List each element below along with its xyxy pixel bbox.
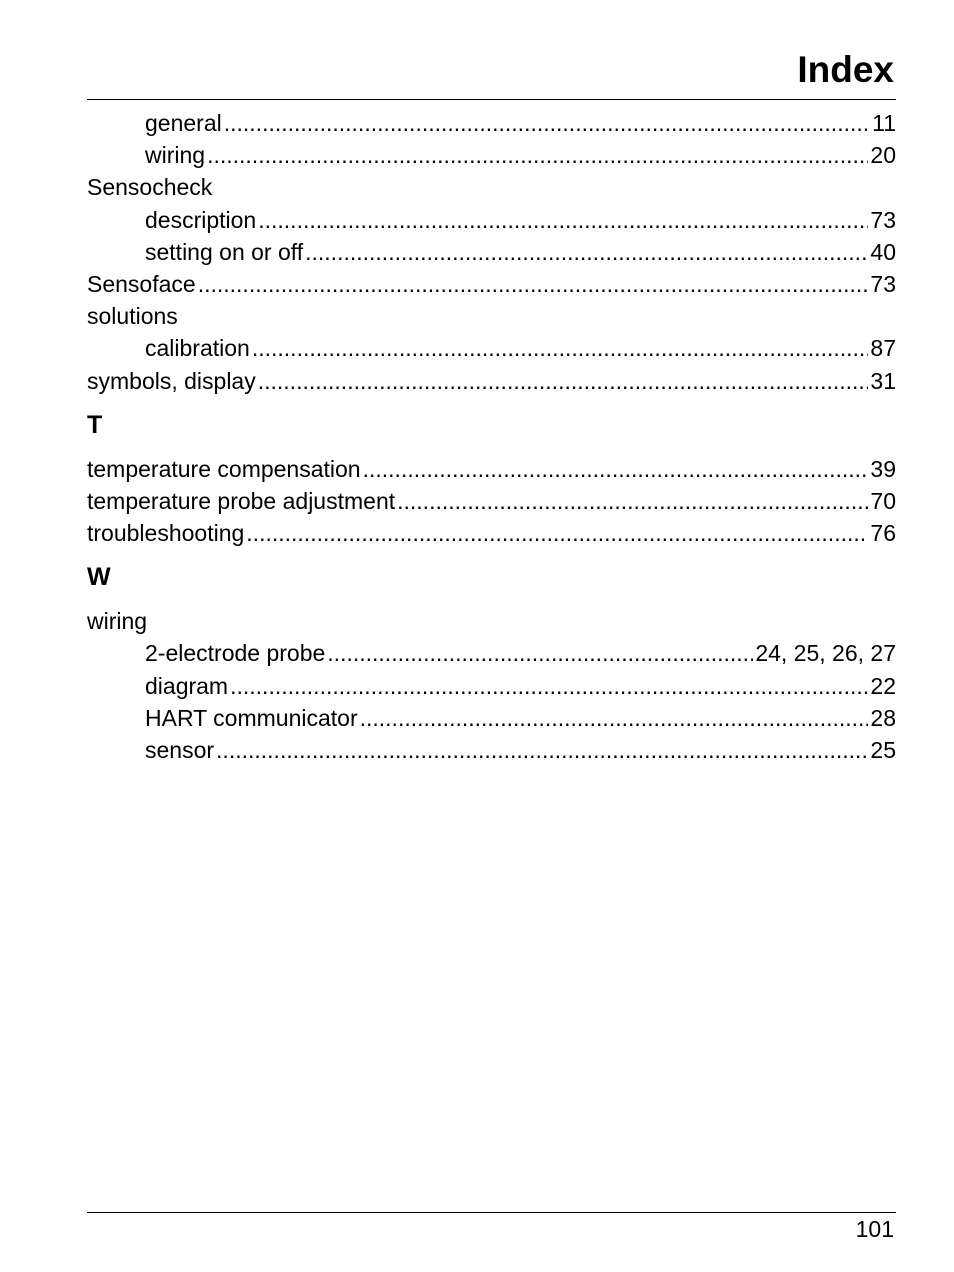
dot-leader <box>216 734 868 766</box>
dot-leader <box>224 107 870 139</box>
index-subentry <box>87 236 896 268</box>
index-page-ref: 87 <box>870 335 896 362</box>
index-subentry <box>87 139 896 171</box>
index-list <box>87 107 896 766</box>
dot-leader <box>397 485 868 517</box>
index-term: temperature probe adjustment <box>87 487 396 514</box>
index-entry <box>87 268 896 300</box>
index-entry <box>87 453 896 485</box>
dot-leader <box>258 365 869 397</box>
index-page-ref: 76 <box>870 520 896 547</box>
index-page-ref: 20 <box>870 142 896 169</box>
page-number: 101 <box>855 1216 894 1242</box>
index-term: temperature compensation <box>87 455 361 482</box>
index-term: general <box>145 110 222 136</box>
index-term: wiring <box>87 608 148 635</box>
index-page-ref: 31 <box>870 367 896 394</box>
header-divider <box>87 99 896 100</box>
index-subentry <box>87 107 896 139</box>
index-page-ref: 39 <box>870 455 896 482</box>
index-subentry <box>87 637 896 669</box>
index-term: symbols, display <box>87 367 256 394</box>
dot-leader <box>305 236 868 268</box>
footer-divider <box>87 1212 896 1213</box>
page-title: Index <box>797 49 894 90</box>
index-term: HART communicator <box>145 704 358 731</box>
index-entry <box>87 171 896 203</box>
index-subentry <box>87 734 896 766</box>
index-entry <box>87 365 896 397</box>
index-term: 2-electrode probe <box>145 640 326 667</box>
index-term: calibration <box>145 335 250 362</box>
index-page-ref: 25 <box>870 737 896 763</box>
index-term: troubleshooting <box>87 520 245 547</box>
dot-leader <box>327 637 753 669</box>
dot-leader <box>363 453 869 485</box>
index-letter-heading: T <box>87 410 103 439</box>
dot-leader <box>252 332 869 364</box>
index-entry <box>87 605 896 637</box>
index-entry <box>87 485 896 517</box>
index-subentry <box>87 204 896 236</box>
index-page-ref: 70 <box>870 487 896 514</box>
index-term: sensor <box>145 737 215 763</box>
index-page-ref: 73 <box>870 206 896 233</box>
index-page-ref: 11 <box>872 110 896 136</box>
index-page-ref: 24, 25, 26, 27 <box>755 640 896 667</box>
dot-leader <box>230 670 868 702</box>
index-term: Sensocheck <box>87 174 213 201</box>
dot-leader <box>207 139 868 171</box>
index-letter-heading: W <box>87 563 111 592</box>
index-term: Sensoface <box>87 270 196 297</box>
index-subentry <box>87 670 896 702</box>
index-term: setting on or off <box>145 238 304 265</box>
index-term: solutions <box>87 303 178 330</box>
index-page-ref: 22 <box>870 672 896 699</box>
dot-leader <box>246 517 868 549</box>
index-page-ref: 28 <box>870 704 896 731</box>
dot-leader <box>258 204 868 236</box>
index-entry <box>87 300 896 332</box>
index-page-ref: 40 <box>870 238 896 265</box>
index-entry <box>87 517 896 549</box>
index-term: diagram <box>145 672 229 699</box>
dot-leader <box>360 702 869 734</box>
index-subentry <box>87 702 896 734</box>
dot-leader <box>198 268 869 300</box>
index-term: wiring <box>145 142 206 169</box>
index-term: description <box>145 206 257 233</box>
index-page-ref: 73 <box>870 270 896 297</box>
index-subentry <box>87 332 896 364</box>
